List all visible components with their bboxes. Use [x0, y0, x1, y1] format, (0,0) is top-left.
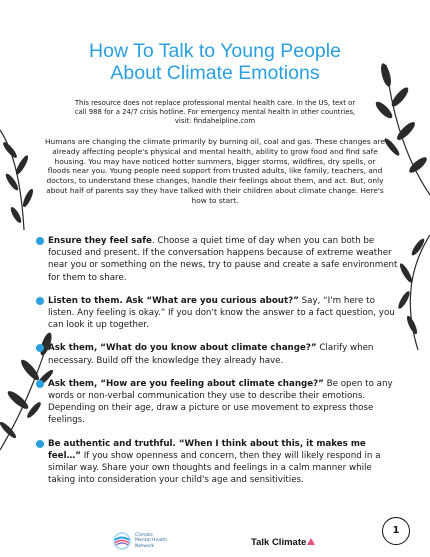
bullet-dot-icon	[36, 440, 44, 448]
tip-body: Clarify when necessary. Build off the knowledge they already have.	[48, 343, 374, 366]
tip-heading: Ask them, “What do you know about climate change?”	[48, 343, 317, 354]
disclaimer-line: call 988 for a 24/7 crisis hotline. For emergency mental health in other countries,	[74, 108, 356, 116]
leaf-sprig-icon	[0, 120, 44, 240]
tip-heading: Listen to them. Ask “What are you curious about?”	[48, 295, 299, 306]
tips-list	[36, 235, 398, 497]
cmhn-logo	[113, 532, 181, 550]
disclaimer-line: This resource does not replace professional mental health care. In the US, text or	[74, 99, 356, 107]
tip-body: Say, “I'm here to listen. Any feeling is okay.” If you don't know the answer to a fact question, you can look it up together.	[48, 295, 395, 331]
bullet-dot-icon	[36, 344, 44, 352]
triangle-icon	[307, 538, 315, 545]
tip-body: . Choose a quiet time of day when you can both be focused and present. If the conversation happens because of extreme weather near you or something on the news, try to pause and create a safe environment for them to share.	[48, 236, 398, 283]
list-item	[36, 378, 398, 427]
talk-climate-logo	[251, 537, 315, 548]
page-number: 1	[382, 517, 410, 545]
page-title	[40, 40, 390, 84]
bullet-dot-icon	[36, 237, 44, 245]
talk-climate-text: Talk Climate	[251, 537, 307, 548]
cmhn-logo-icon	[113, 532, 131, 550]
intro-paragraph: Humans are changing the climate primarily by burning oil, coal and gas. These changes are already affecting people's physical and mental health, ability to grow food and find safe housing. You may have noticed hotter summers, bigger storms, wildfires, dry spells, or floods near you. Young people need support from trusted adults, like family, teachers, and doctors, to understand these changes, handle their feelings about them, and act. But, only about half of parents say they have talked with their children about climate change. Here's how to start.	[44, 137, 385, 205]
tip-body: If you show openness and concern, then they will likely respond in a similar way. Share your own thoughts and feelings in a calm manner while taking into consideration your child's age and sensitivities.	[48, 450, 381, 486]
list-item	[36, 295, 398, 332]
disclaimer-line: visit: findahelpline.com	[174, 117, 256, 125]
title-line: About Climate Emotions	[110, 62, 320, 84]
tip-heading: Ask them, “How are you feeling about climate change?”	[48, 378, 324, 389]
cmhn-line: Network	[135, 543, 155, 549]
tip-heading: Ensure they feel safe	[48, 236, 152, 246]
list-item	[36, 438, 398, 487]
disclaimer	[58, 99, 372, 126]
cmhn-line: Climate	[135, 532, 153, 538]
tip-heading: Be authentic and truthful. “When I think about this, it makes me feel…”	[48, 438, 366, 461]
list-item	[36, 235, 398, 284]
cmhn-logo-text	[135, 533, 181, 550]
tip-body: Be open to any words or non-verbal communication they use to describe their emotions. Depending on their age, draw a picture or use movement to express those feelings.	[48, 378, 393, 426]
list-item	[36, 342, 398, 366]
cmhn-line: Mental Health	[135, 538, 168, 544]
title-line: How To Talk to Young People	[89, 40, 341, 62]
bullet-dot-icon	[36, 380, 44, 388]
bullet-dot-icon	[36, 297, 44, 305]
